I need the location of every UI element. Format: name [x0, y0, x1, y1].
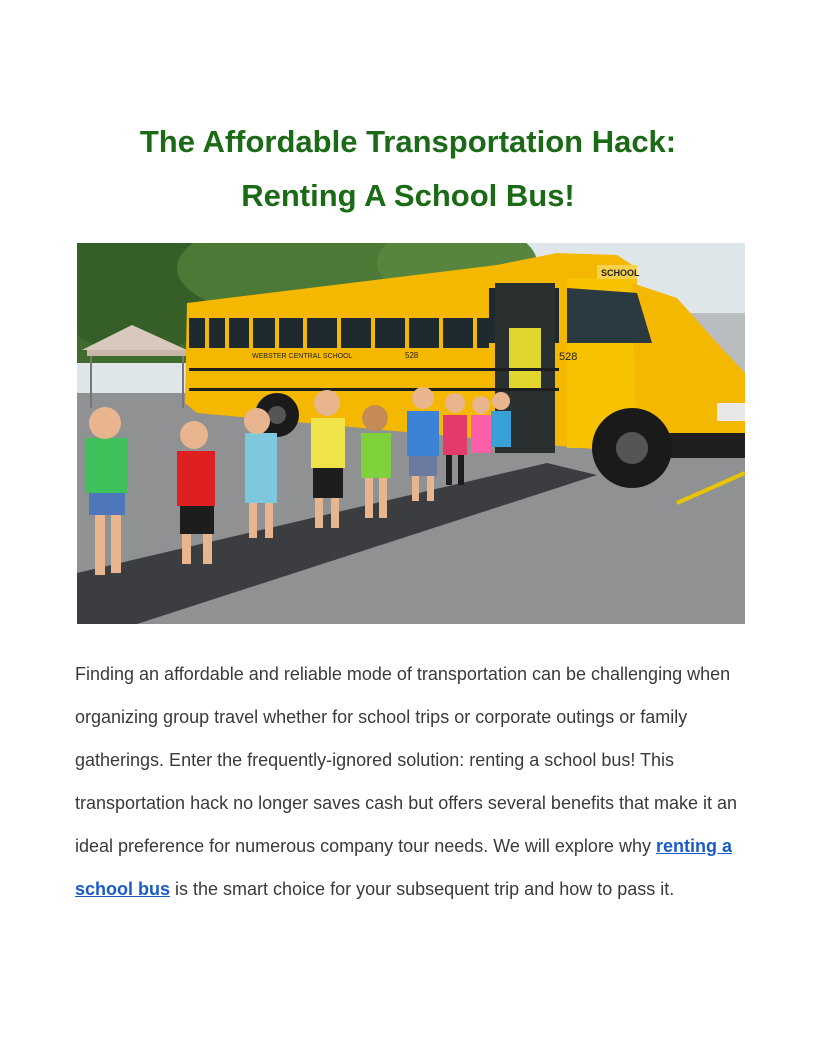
bus-side-text: WEBSTER CENTRAL SCHOOL [252, 353, 353, 360]
bus-number-side: 528 [405, 351, 419, 360]
page-title-line-1: The Affordable Transportation Hack: [139, 124, 677, 159]
bus-number-front: 528 [559, 351, 578, 363]
paragraph-text-after-link: is the smart choice for your subsequent trip and how to pass it. [170, 879, 675, 899]
renting-school-bus-link[interactable]: renting a school bus [75, 836, 732, 899]
intro-paragraph [75, 653, 755, 911]
paragraph-text-before-link: Finding an affordable and reliable mode of transportation can be challenging when organizing group travel whether for school trips or corporate outings or family gatherings. Enter the frequently-ignored solution: renting a school bus! This transportation hack no longer saves cash but offers several benefits that make it an ideal preference for numerous company tour needs. We will explore why [75, 664, 738, 856]
bus-roof-sign: SCHOOL [601, 268, 640, 278]
page-title-line-2: Renting A School Bus! [241, 178, 575, 213]
school-bus-photo [77, 243, 745, 624]
